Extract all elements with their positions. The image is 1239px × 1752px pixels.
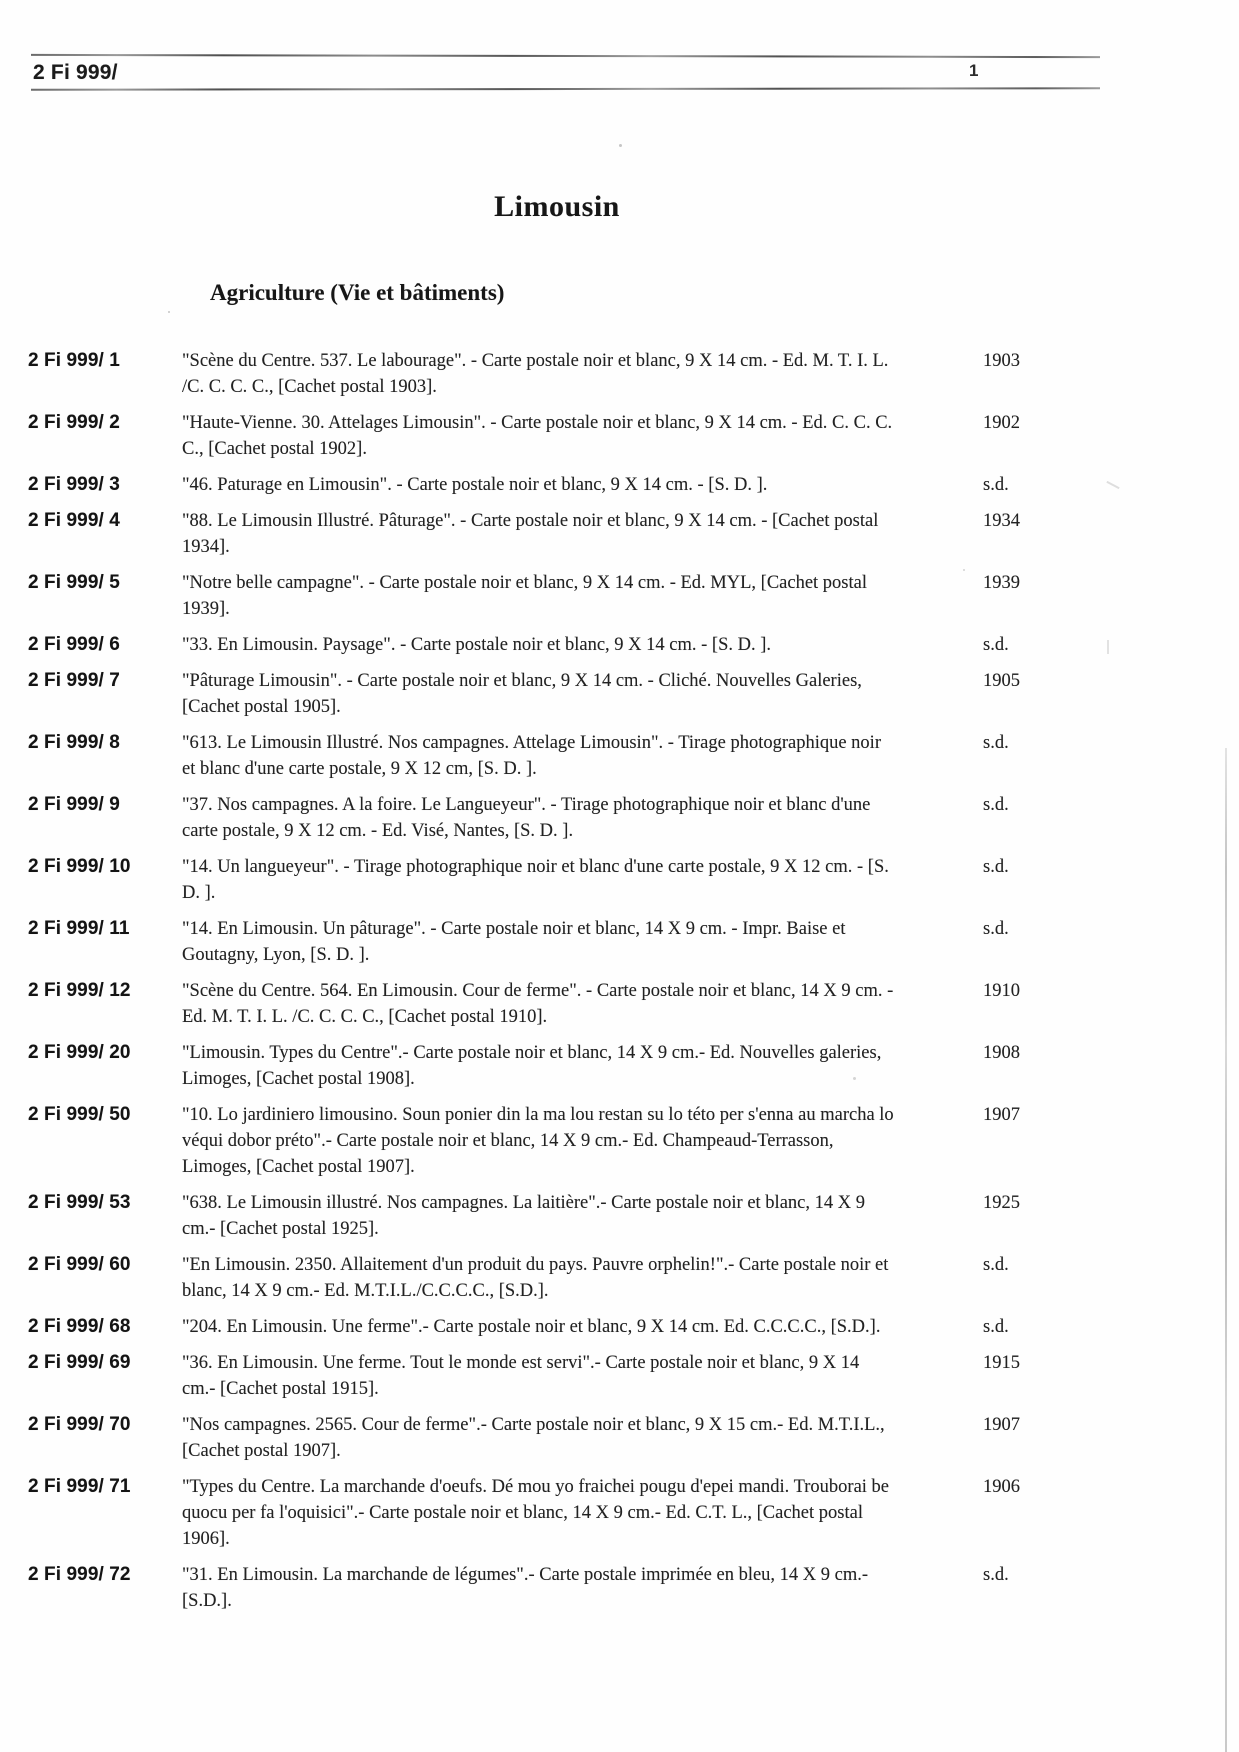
entry-description: "Scène du Centre. 537. Le labourage". - Carte postale noir et blanc, 9 X 14 cm. - Ed. M. T. I. L. /C. C. C. C., [Cachet postal 1903]. <box>182 351 889 397</box>
entry-row <box>0 1190 1239 1242</box>
entry-description: "204. En Limousin. Une ferme".- Carte postale noir et blanc, 9 X 14 cm. Ed. C.C.C.C., [S.D.]. <box>182 1317 881 1337</box>
entry-ref: 2 Fi 999/ 11 <box>28 918 130 939</box>
entry-ref: 2 Fi 999/ 2 <box>28 412 120 433</box>
entry-ref: 2 Fi 999/ 60 <box>28 1254 131 1275</box>
entry-description: "31. En Limousin. La marchande de légumes".- Carte postale imprimée en bleu, 14 X 9 cm.- [S.D.]. <box>182 1565 869 1611</box>
entry-row <box>0 348 1239 400</box>
entry-row <box>0 1350 1239 1402</box>
entry-ref: 2 Fi 999/ 1 <box>28 350 120 371</box>
entry-description: "Types du Centre. La marchande d'oeufs. Dé mou yo fraichei pougu d'epei mandi. Trouborai be quocu per fa l'oquisici".- Carte postale noir et blanc, 14 X 9 cm.- Ed. C.T. L., [Cachet postal 1906]. <box>182 1477 890 1549</box>
entry-description: "En Limousin. 2350. Allaitement d'un produit du pays. Pauvre orphelin!".- Carte postale noir et blanc, 14 X 9 cm.- Ed. M.T.I.L./C.C.C.C., [S.D.]. <box>182 1255 889 1301</box>
entry-year: s.d. <box>983 795 1009 815</box>
entry-ref: 2 Fi 999/ 7 <box>28 670 120 691</box>
scan-speck <box>853 1077 856 1080</box>
entry-row <box>0 792 1239 844</box>
entry-row <box>0 632 1239 658</box>
entry-description: "33. En Limousin. Paysage". - Carte postale noir et blanc, 9 X 14 cm. - [S. D. ]. <box>182 635 772 655</box>
entry-year: 1907 <box>983 1105 1020 1125</box>
entry-row <box>0 854 1239 906</box>
page-header <box>33 57 1239 88</box>
entry-year: s.d. <box>983 857 1009 877</box>
entry-row <box>0 1102 1239 1180</box>
entries-list <box>0 348 1239 1614</box>
entry-row <box>0 730 1239 782</box>
entry-description: "46. Paturage en Limousin". - Carte postale noir et blanc, 9 X 14 cm. - [S. D. ]. <box>182 475 768 495</box>
entry-description: "37. Nos campagnes. A la foire. Le Langueyeur". - Tirage photographique noir et blanc d'une carte postale, 9 X 12 cm. - Ed. Visé, Nantes, [S. D. ]. <box>182 795 871 841</box>
scan-smudge <box>1107 640 1109 654</box>
scan-artifact-line <box>1225 748 1227 1752</box>
entry-row <box>0 1040 1239 1092</box>
entry-ref: 2 Fi 999/ 70 <box>28 1414 131 1435</box>
entry-row <box>0 1252 1239 1304</box>
entry-ref: 2 Fi 999/ 71 <box>28 1476 131 1497</box>
entry-description: "10. Lo jardiniero limousino. Soun ponier din la ma lou restan su lo této per s'enna au marcha lo véqui dobor préto".- Carte postale noir et blanc, 14 X 9 cm.- Ed. Champeaud-Terrasson, Limoges, [Cachet postal 1907]. <box>182 1105 894 1177</box>
entry-year: s.d. <box>983 919 1009 939</box>
entry-ref: 2 Fi 999/ 68 <box>28 1316 131 1337</box>
entry-ref: 2 Fi 999/ 8 <box>28 732 120 753</box>
entry-description: "Nos campagnes. 2565. Cour de ferme".- Carte postale noir et blanc, 9 X 15 cm.- Ed. M.T.I.L., [Cachet postal 1907]. <box>182 1415 885 1461</box>
entry-description: "Scène du Centre. 564. En Limousin. Cour de ferme". - Carte postale noir et blanc, 14 X 9 cm. - Ed. M. T. I. L. /C. C. C. C., [Cachet postal 1910]. <box>182 981 894 1027</box>
entry-year: 1908 <box>983 1043 1020 1063</box>
entry-description: "Haute-Vienne. 30. Attelages Limousin". - Carte postale noir et blanc, 9 X 14 cm. - Ed. C. C. C. C., [Cachet postal 1902]. <box>182 413 893 459</box>
entry-year: 1906 <box>983 1477 1020 1497</box>
entry-row <box>0 916 1239 968</box>
entry-description: "Notre belle campagne". - Carte postale noir et blanc, 9 X 14 cm. - Ed. MYL, [Cachet postal 1939]. <box>182 573 867 619</box>
entry-ref: 2 Fi 999/ 69 <box>28 1352 131 1373</box>
scan-speck <box>619 144 622 147</box>
entry-ref: 2 Fi 999/ 12 <box>28 980 131 1001</box>
entry-year: 1903 <box>983 351 1020 371</box>
page-number: 1 <box>969 61 979 80</box>
entry-row <box>0 472 1239 498</box>
entry-year: 1907 <box>983 1415 1020 1435</box>
entry-ref: 2 Fi 999/ 6 <box>28 634 120 655</box>
entry-year: s.d. <box>983 1317 1009 1337</box>
entry-year: 1925 <box>983 1193 1020 1213</box>
entry-year: s.d. <box>983 475 1009 495</box>
entry-row <box>0 1474 1239 1552</box>
scan-rule-bottom <box>31 87 1100 90</box>
entry-year: s.d. <box>983 1255 1009 1275</box>
entry-description: "14. Un langueyeur". - Tirage photographique noir et blanc d'une carte postale, 9 X 12 cm. - [S. D. ]. <box>182 857 889 903</box>
entry-year: 1915 <box>983 1353 1020 1373</box>
entry-description: "88. Le Limousin Illustré. Pâturage". - Carte postale noir et blanc, 9 X 14 cm. - [Cachet postal 1934]. <box>182 511 879 557</box>
document-title: Limousin <box>494 190 620 223</box>
entry-row <box>0 1412 1239 1464</box>
entry-year: 1905 <box>983 671 1020 691</box>
entry-year: 1939 <box>983 573 1020 593</box>
entry-ref: 2 Fi 999/ 20 <box>28 1042 131 1063</box>
entry-row <box>0 668 1239 720</box>
entry-description: "Pâturage Limousin". - Carte postale noir et blanc, 9 X 14 cm. - Cliché. Nouvelles Galeries, [Cachet postal 1905]. <box>182 671 862 717</box>
entry-year: s.d. <box>983 1565 1009 1585</box>
entry-ref: 2 Fi 999/ 4 <box>28 510 120 531</box>
entry-row <box>0 508 1239 560</box>
entry-ref: 2 Fi 999/ 50 <box>28 1104 131 1125</box>
archive-series-label: 2 Fi 999/ <box>33 60 118 84</box>
scan-speck <box>963 569 965 571</box>
entry-row <box>0 1562 1239 1614</box>
entry-row <box>0 1314 1239 1340</box>
entry-description: "36. En Limousin. Une ferme. Tout le monde est servi".- Carte postale noir et blanc, 9 X 14 cm.- [Cachet postal 1915]. <box>182 1353 860 1399</box>
entry-description: "613. Le Limousin Illustré. Nos campagnes. Attelage Limousin". - Tirage photographique noir et blanc d'une carte postale, 9 X 12 cm, [S. D. ]. <box>182 733 881 779</box>
entry-ref: 2 Fi 999/ 9 <box>28 794 120 815</box>
entry-description: "Limousin. Types du Centre".- Carte postale noir et blanc, 14 X 9 cm.- Ed. Nouvelles galeries, Limoges, [Cachet postal 1908]. <box>182 1043 882 1089</box>
entry-ref: 2 Fi 999/ 72 <box>28 1564 131 1585</box>
entry-year: s.d. <box>983 733 1009 753</box>
entry-year: 1910 <box>983 981 1020 1001</box>
entry-ref: 2 Fi 999/ 5 <box>28 572 120 593</box>
entry-year: 1934 <box>983 511 1020 531</box>
entry-ref: 2 Fi 999/ 10 <box>28 856 131 877</box>
entry-ref: 2 Fi 999/ 53 <box>28 1192 131 1213</box>
entry-year: s.d. <box>983 635 1009 655</box>
scan-speck <box>168 311 170 313</box>
entry-row <box>0 410 1239 462</box>
entry-ref: 2 Fi 999/ 3 <box>28 474 120 495</box>
entry-row <box>0 570 1239 622</box>
entry-row <box>0 978 1239 1030</box>
entry-description: "638. Le Limousin illustré. Nos campagnes. La laitière".- Carte postale noir et blanc, 14 X 9 cm.- [Cachet postal 1925]. <box>182 1193 865 1239</box>
section-heading: Agriculture (Vie et bâtiments) <box>210 280 505 305</box>
entry-year: 1902 <box>983 413 1020 433</box>
entry-description: "14. En Limousin. Un pâturage". - Carte postale noir et blanc, 14 X 9 cm. - Impr. Baise et Goutagny, Lyon, [S. D. ]. <box>182 919 846 965</box>
